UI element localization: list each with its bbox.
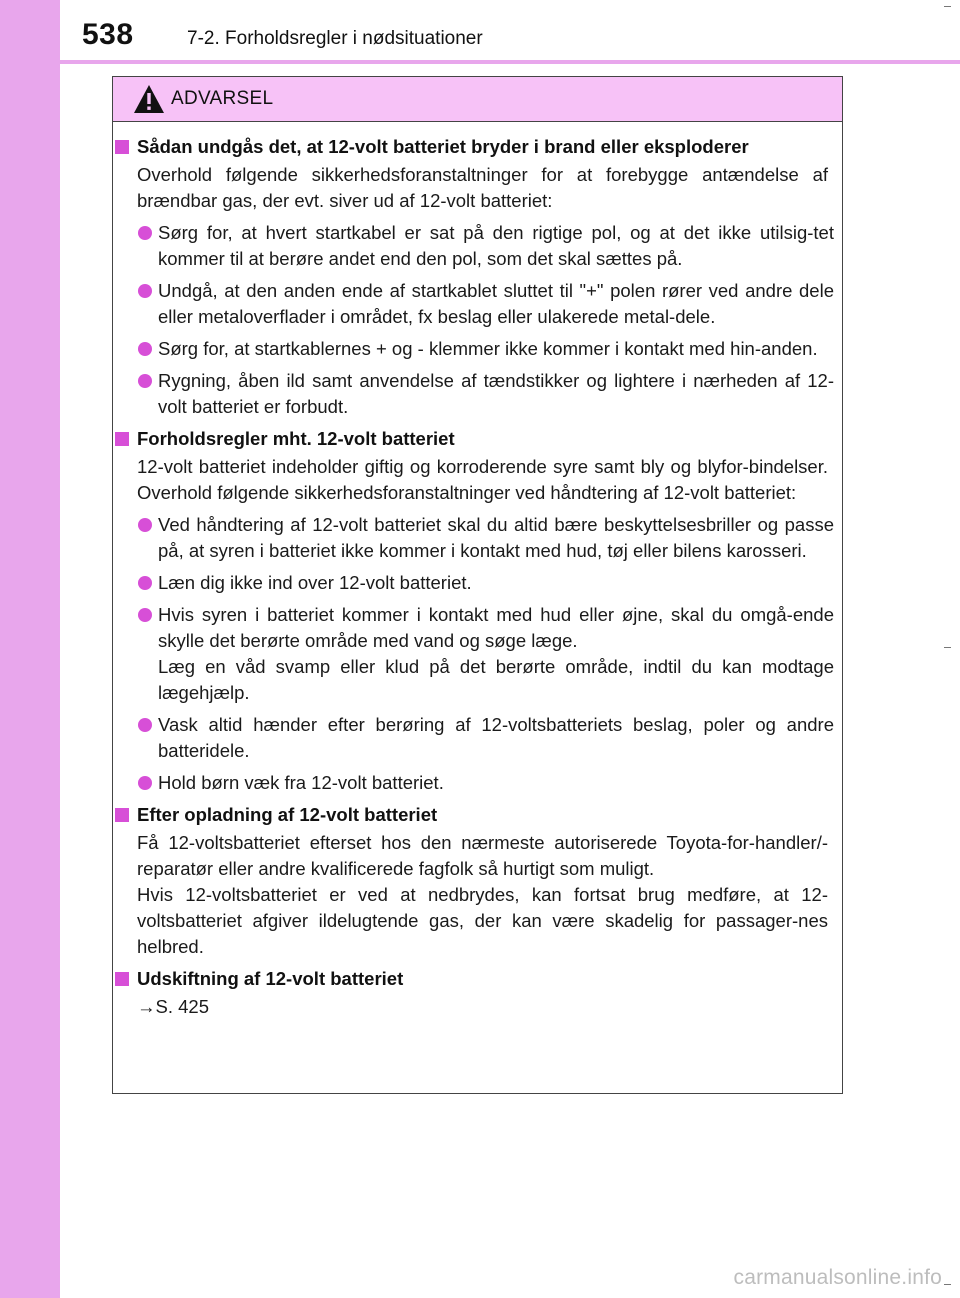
- square-marker-icon: [115, 972, 129, 986]
- bullet-dot-icon: [138, 608, 152, 622]
- paragraph: 12-volt batteriet indeholder giftig og korroderende syre samt bly og blyfor-bindelser. Overhold følgende sikkerhedsforanstaltninger ved håndtering af 12-volt batteriet:: [137, 456, 828, 503]
- paragraph: Overhold følgende sikkerhedsforanstaltninger for at forebygge antændelse af brændbar gas, der evt. siver ud af 12-volt batteriet:: [137, 164, 828, 211]
- crop-mark: [944, 1284, 951, 1285]
- left-margin-band: [0, 0, 60, 1298]
- list-item: Sørg for, at startkablernes + og - klemmer ikke kommer i kontakt med hin-anden.: [113, 336, 842, 362]
- warning-content: [113, 134, 842, 1020]
- list-item: Vask altid hænder efter berøring af 12-voltsbatteriets beslag, poler og andre batteridele.: [113, 712, 842, 764]
- bullet-dot-icon: [138, 374, 152, 388]
- warning-label: ADVARSEL: [171, 88, 274, 109]
- watermark: carmanualsonline.info: [733, 1266, 942, 1289]
- page-reference[interactable]: →S. 425: [137, 996, 209, 1017]
- bullet-dot-icon: [138, 576, 152, 590]
- crop-mark: [944, 6, 951, 7]
- paragraph: Få 12-voltsbatteriet efterset hos den nærmeste autoriserede Toyota-for-handler/-reparatør eller andre kvalificerede fagfolk så hurtigt som muligt. Hvis 12-voltsbatteriet er ved at nedbrydes, kan fortsat brug medføre, at 12-voltsbatteriet afgiver ildelugtende gas, der kan være skadelig for passager-nes helbred.: [137, 832, 828, 957]
- section-heading: Forholdsregler mht. 12-volt batteriet: [113, 426, 842, 452]
- warning-banner: [113, 77, 842, 122]
- warning-box: [112, 76, 843, 1094]
- list-item: Sørg for, at hvert startkabel er sat på den rigtige pol, og at det ikke utilsig-tet kommer til at berøre andet end den pol, som det skal sættes på.: [113, 220, 842, 272]
- section-heading: Sådan undgås det, at 12-volt batteriet bryder i brand eller eksploderer: [113, 134, 842, 160]
- section-title: 7-2. Forholdsregler i nødsituationer: [187, 28, 483, 49]
- page-number: 538: [82, 18, 134, 51]
- bullet-dot-icon: [138, 226, 152, 240]
- list-item: Rygning, åben ild samt anvendelse af tændstikker og lightere i nærheden af 12-volt batteriet er forbudt.: [113, 368, 842, 420]
- square-marker-icon: [115, 808, 129, 822]
- header-rule: [60, 60, 960, 64]
- arrow-right-icon: →: [137, 996, 156, 1017]
- section-heading: Udskiftning af 12-volt batteriet: [113, 966, 842, 992]
- warning-triangle-icon: [133, 84, 165, 114]
- square-marker-icon: [115, 432, 129, 446]
- bullet-dot-icon: [138, 518, 152, 532]
- list-item: Hold børn væk fra 12-volt batteriet.: [113, 770, 842, 796]
- crop-mark: [944, 647, 951, 648]
- bullet-dot-icon: [138, 342, 152, 356]
- bullet-dot-icon: [138, 284, 152, 298]
- section-heading: Efter opladning af 12-volt batteriet: [113, 802, 842, 828]
- square-marker-icon: [115, 140, 129, 154]
- list-item: Ved håndtering af 12-volt batteriet skal du altid bære beskyttelsesbriller og passe på, at syren i batteriet ikke kommer i kontakt med hud, tøj eller bilens karosseri.: [113, 512, 842, 564]
- bullet-dot-icon: [138, 718, 152, 732]
- bullet-dot-icon: [138, 776, 152, 790]
- list-item: Læn dig ikke ind over 12-volt batteriet.: [113, 570, 842, 596]
- list-item: Hvis syren i batteriet kommer i kontakt med hud eller øjne, skal du omgå-ende skylle det berørte område med vand og søge læge. Læg en våd svamp eller klud på det berørte område, indtil du kan modtage lægehjælp.: [113, 602, 842, 706]
- list-item: Undgå, at den anden ende af startkablet sluttet til "+" polen rører ved andre dele eller metaloverflader i området, fx beslag eller ulakerede metal-dele.: [113, 278, 842, 330]
